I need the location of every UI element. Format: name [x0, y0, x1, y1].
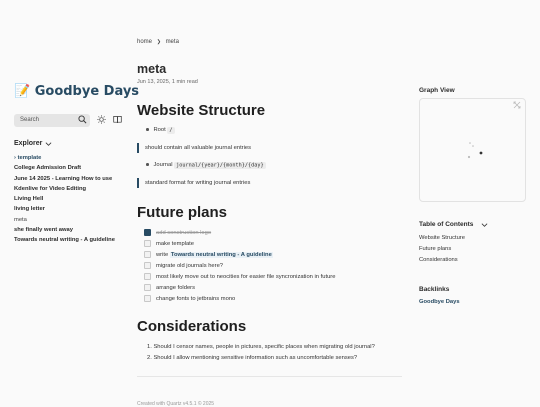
chevron-down-icon[interactable] — [45, 141, 52, 147]
footer-text: Created with Quartz v4.5.1 © 2025 — [137, 401, 215, 407]
page-meta: Jun 13, 2025, 1 min read — [137, 79, 198, 85]
explorer-toggle[interactable]: Explorer — [14, 140, 43, 147]
list-item: Journal journal/{year}/{month}/{day} — [146, 162, 266, 168]
task-item: make template — [144, 240, 194, 247]
explorer-item[interactable]: Living Hell — [14, 196, 44, 203]
ordered-list-item: 1. Should I censor names, people in pictures, specific places when migrating old journal? — [147, 344, 375, 350]
divider — [137, 376, 402, 377]
task-item: add construction logo — [144, 229, 211, 236]
site-title[interactable]: 📝 Goodbye Days — [14, 84, 140, 99]
checkbox[interactable] — [144, 251, 151, 258]
checkbox[interactable] — [144, 284, 151, 291]
explorer-folder-template[interactable] — [14, 153, 115, 163]
task-item: write Towards neutral writing - A guideline — [144, 251, 273, 258]
graph-node — [469, 142, 471, 144]
blockquote-text: should contain all valuable journal entries — [145, 145, 252, 151]
graph-canvas[interactable] — [420, 99, 525, 201]
explorer-item[interactable]: Towards neutral writing - A guideline — [14, 237, 115, 244]
graph-node — [472, 145, 474, 147]
page-title: meta — [137, 62, 167, 76]
graph-view[interactable] — [419, 98, 526, 202]
explorer-item-current[interactable]: meta — [14, 216, 27, 223]
graph-node-current — [480, 152, 483, 155]
graph-node — [468, 156, 470, 158]
backlink-item[interactable]: Goodbye Days — [419, 299, 460, 305]
reader-mode-book-icon[interactable] — [113, 115, 122, 124]
checkbox[interactable] — [144, 262, 151, 269]
heading-website-structure: Website Structure — [137, 102, 266, 119]
breadcrumb — [137, 39, 179, 45]
ordered-list-item: 2. Should I allow mentioning sensitive information such as uncomfortable senses? — [147, 355, 358, 361]
toc-item[interactable]: Future plans — [419, 246, 452, 252]
checkbox-checked[interactable] — [144, 229, 151, 236]
explorer-item[interactable]: June 14 2025 - Learning How to use — [14, 175, 113, 182]
task-item: arrange folders — [144, 284, 195, 291]
explorer-item[interactable]: Kdenlive for Video Editing — [14, 185, 87, 192]
backlinks-title: Backlinks — [419, 286, 450, 293]
explorer-item[interactable]: she finally went away — [14, 227, 73, 234]
list-item: Root / — [146, 127, 175, 133]
darkmode-toggle-sun-icon[interactable] — [97, 115, 106, 124]
search-input[interactable]: Search — [14, 114, 90, 127]
code-inline: / — [169, 127, 173, 133]
toc-item[interactable]: Considerations — [419, 257, 458, 263]
toc-title[interactable]: Table of Contents — [419, 221, 474, 228]
explorer-item[interactable]: College Admission Draft — [14, 165, 82, 172]
task-item: migrate old journals here? — [144, 262, 223, 269]
breadcrumb-separator-icon: ❯ — [156, 39, 161, 45]
blockquote-bar — [137, 178, 139, 188]
explorer-tree — [14, 153, 115, 246]
task-item: change fonts to jetbrains mono — [144, 295, 235, 302]
expand-graph-icon[interactable] — [513, 101, 521, 109]
search-icon[interactable] — [78, 115, 87, 124]
checkbox[interactable] — [144, 240, 151, 247]
explorer-item[interactable]: living letter — [14, 206, 45, 213]
chevron-right-icon: › — [14, 155, 16, 161]
breadcrumb-current: meta — [165, 39, 179, 45]
blockquote-bar — [137, 143, 139, 153]
checkbox[interactable] — [144, 295, 151, 302]
task-item: most likely move out to neocities for easier file syncronization in future — [144, 273, 335, 280]
heading-considerations: Considerations — [137, 318, 247, 335]
graph-view-title: Graph View — [419, 87, 455, 94]
toc-item[interactable]: Website Structure — [419, 235, 465, 241]
heading-future-plans: Future plans — [137, 204, 228, 221]
folder-label: template — [17, 155, 42, 161]
checkbox[interactable] — [144, 273, 151, 280]
code-inline: journal/{year}/{month}/{day} — [176, 162, 264, 168]
blockquote-text: standard format for writing journal entries — [145, 180, 251, 186]
breadcrumb-home[interactable]: home — [137, 39, 153, 45]
chevron-down-icon[interactable] — [481, 222, 488, 228]
internal-link[interactable]: Towards neutral writing - A guideline — [170, 252, 272, 259]
